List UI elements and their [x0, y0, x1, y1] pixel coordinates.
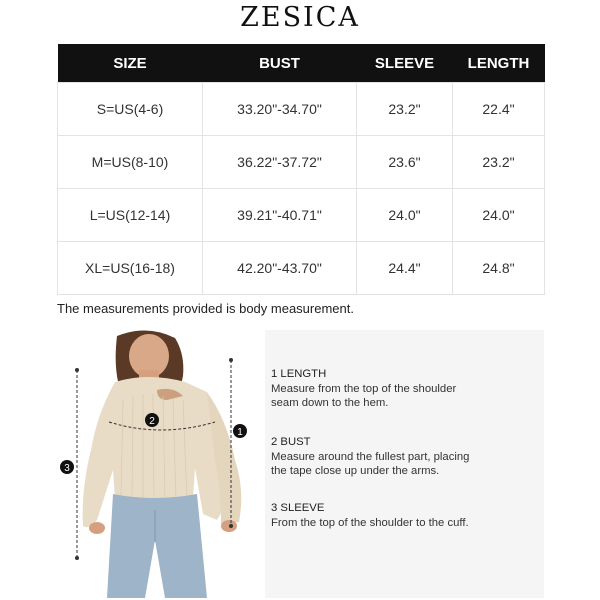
cell-sleeve: 23.6"	[357, 136, 453, 189]
cell-length: 22.4"	[453, 83, 545, 136]
measurement-title: 1 LENGTH	[271, 368, 327, 380]
cell-bust: 36.22"-37.72"	[203, 136, 357, 189]
measurement-sleeve	[271, 501, 541, 530]
cell-bust: 39.21"-40.71"	[203, 189, 357, 242]
hand-shape	[89, 522, 105, 534]
marker-length-label: 1	[237, 427, 243, 438]
cell-size: S=US(4-6)	[58, 83, 203, 136]
cell-length: 24.8"	[453, 242, 545, 295]
measurement-desc-line: Measure from the top of the shoulder	[271, 382, 457, 395]
measurement-bust	[271, 435, 541, 479]
table-row	[58, 242, 545, 295]
marker-sleeve	[60, 460, 74, 474]
measurement-note: The measurements provided is body measurement.	[57, 301, 354, 316]
jeans-shape	[107, 494, 207, 598]
table-header-row	[58, 44, 545, 83]
measurement-guide-panel	[265, 330, 544, 598]
cell-bust: 33.20"-34.70"	[203, 83, 357, 136]
measurement-desc-line: seam down to the hem.	[271, 397, 389, 409]
size-chart-table	[57, 44, 545, 295]
cell-bust: 42.20"-43.70"	[203, 242, 357, 295]
cell-length: 24.0"	[453, 189, 545, 242]
model-illustration	[57, 330, 262, 598]
cell-length: 23.2"	[453, 136, 545, 189]
measurement-desc-line: Measure around the fullest part, placing	[271, 450, 470, 463]
header-length: LENGTH	[453, 44, 545, 83]
measurement-desc-line: From the top of the shoulder to the cuff.	[271, 516, 469, 529]
cell-size: M=US(8-10)	[58, 136, 203, 189]
cell-sleeve: 24.4"	[357, 242, 453, 295]
header-size: SIZE	[58, 44, 203, 83]
table-row	[58, 189, 545, 242]
cell-size: L=US(12-14)	[58, 189, 203, 242]
cell-sleeve: 24.0"	[357, 189, 453, 242]
brand-logo: ZESICA	[240, 2, 360, 33]
marker-sleeve-label: 3	[64, 463, 70, 474]
measurement-desc-line: the tape close up under the arms.	[271, 465, 440, 477]
table-row	[58, 83, 545, 136]
measurement-title: 3 SLEEVE	[271, 502, 325, 514]
marker-bust-label: 2	[149, 416, 155, 427]
header-sleeve: SLEEVE	[357, 44, 453, 83]
cell-sleeve: 23.2"	[357, 83, 453, 136]
marker-length	[233, 424, 247, 438]
marker-bust	[145, 413, 159, 427]
measurement-title: 2 BUST	[271, 436, 311, 448]
measurement-length	[271, 367, 541, 411]
cell-size: XL=US(16-18)	[58, 242, 203, 295]
header-bust: BUST	[203, 44, 357, 83]
table-row	[58, 136, 545, 189]
